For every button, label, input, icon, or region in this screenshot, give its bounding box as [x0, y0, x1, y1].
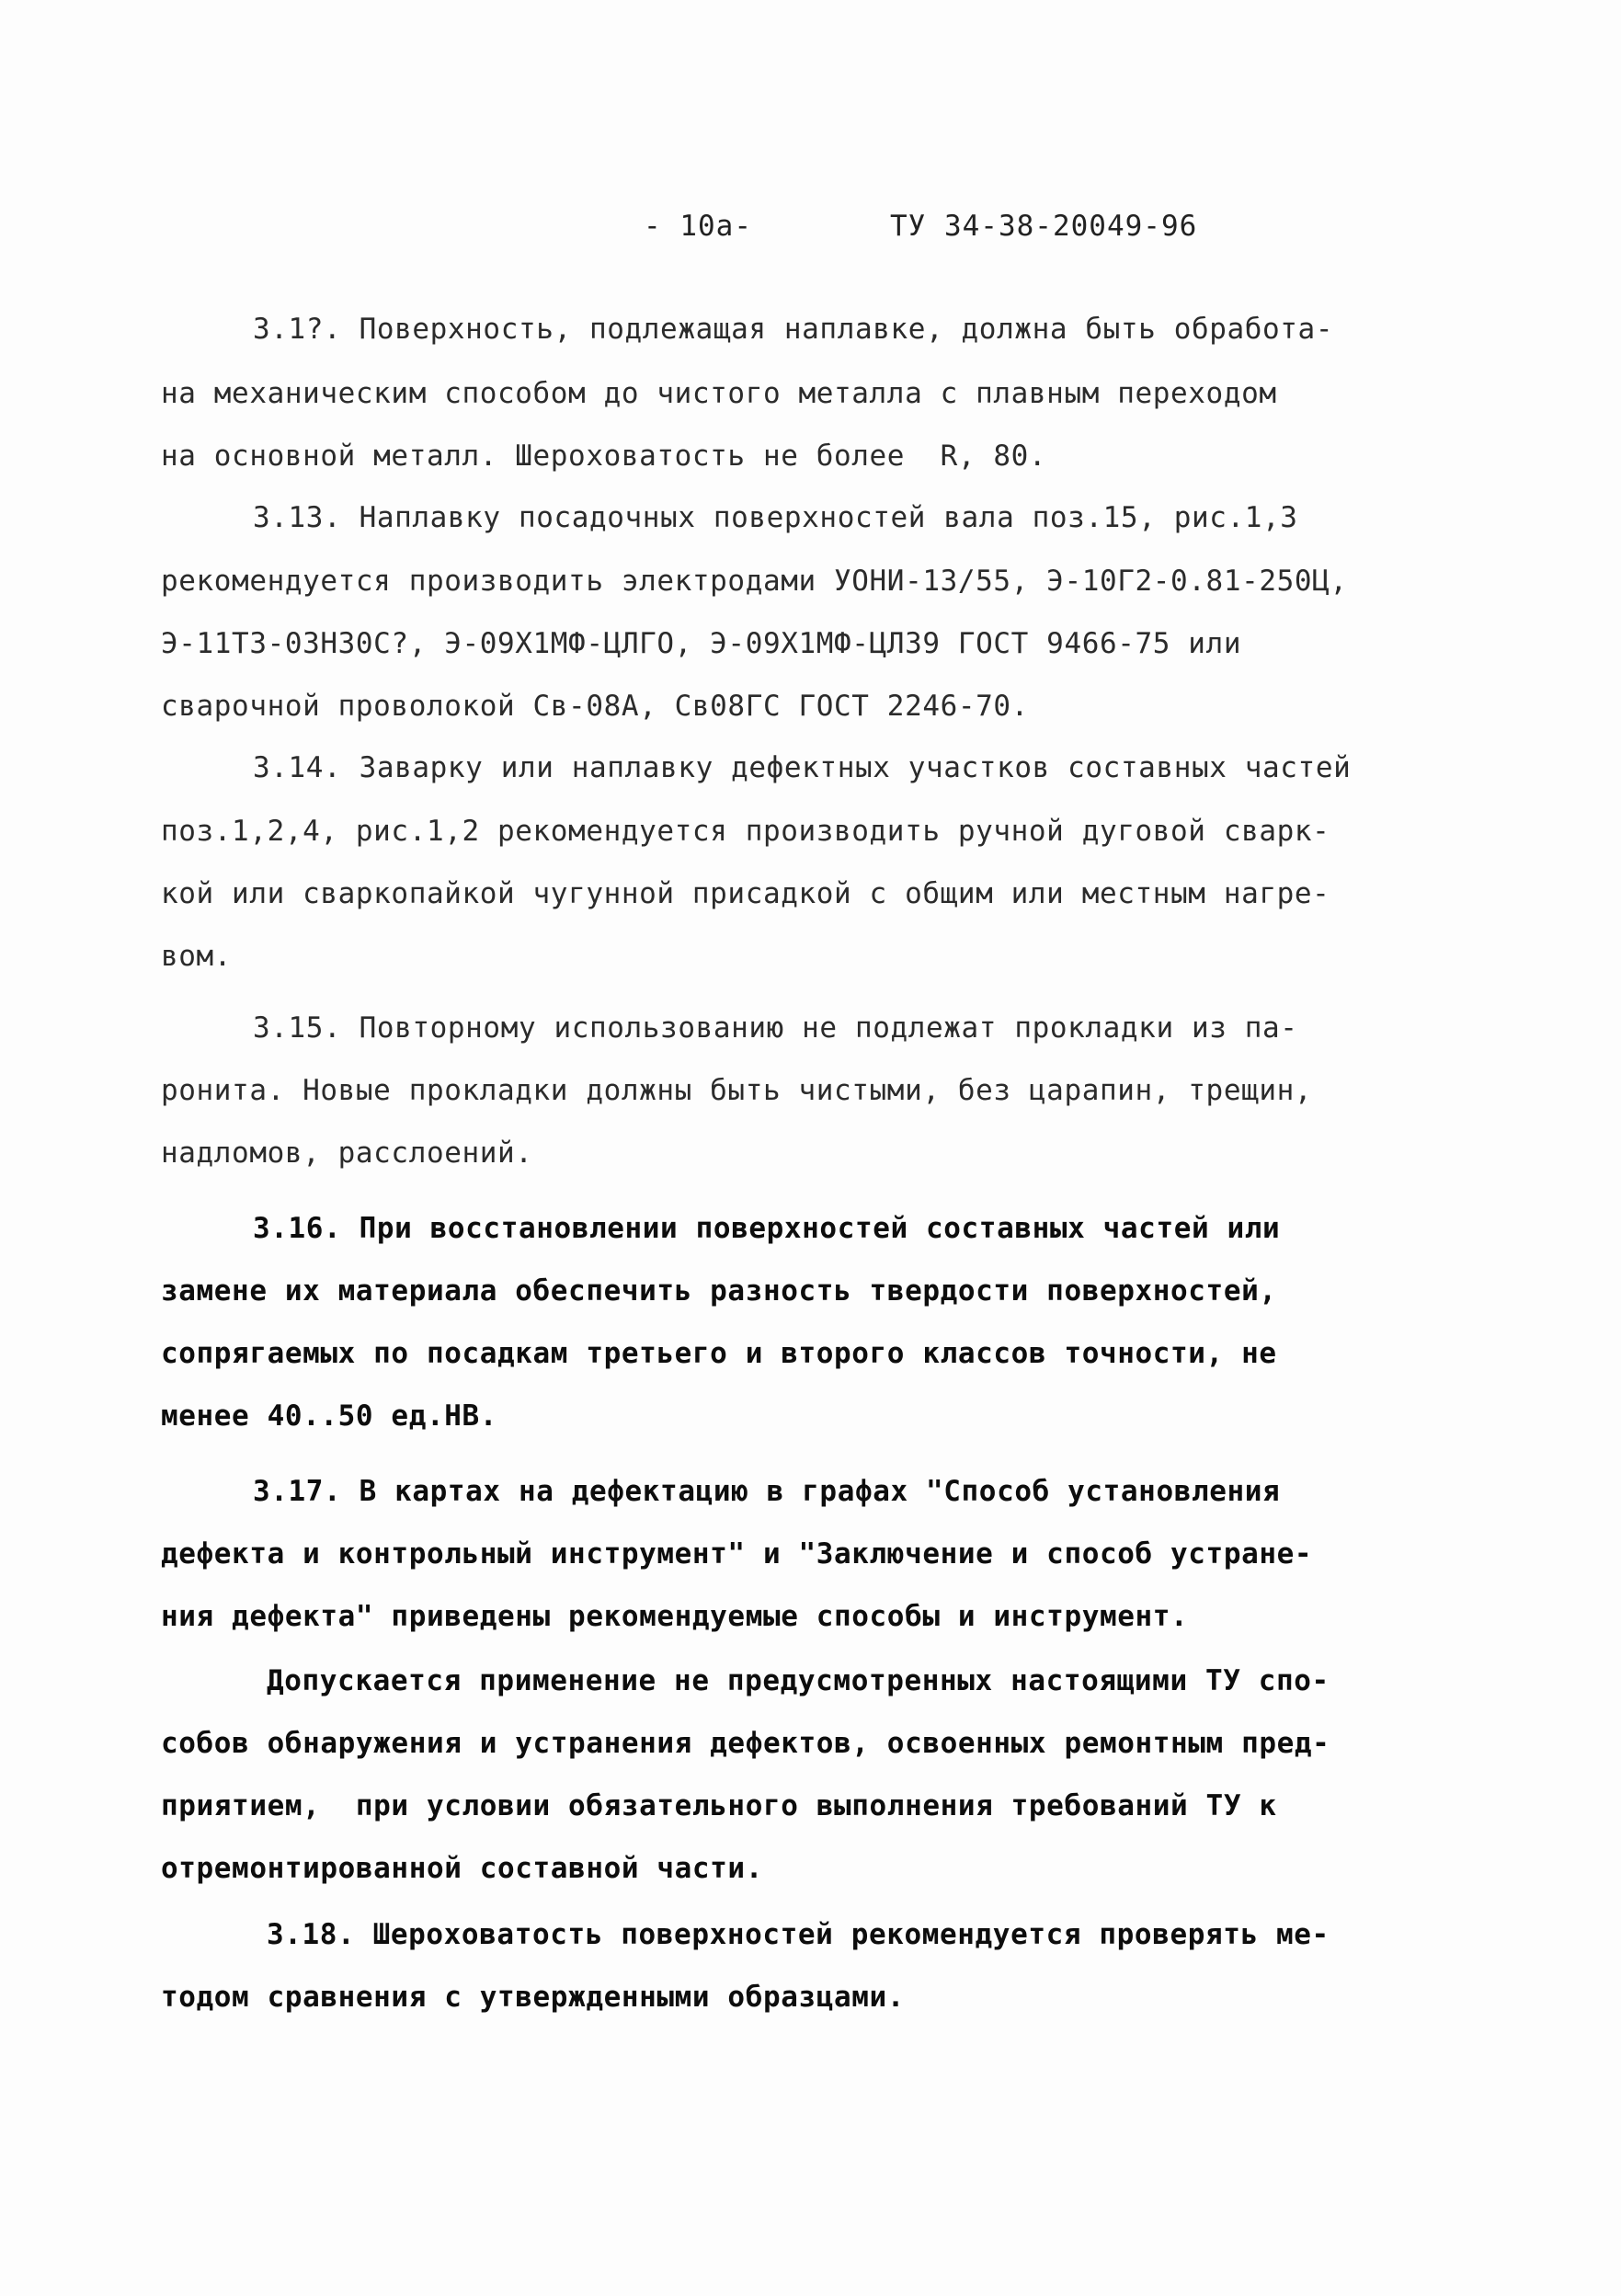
paragraph-3-12-line-3: на основной металл. Шероховатость не более R, 80. — [161, 440, 1047, 473]
paragraph-3-17-cont-line-2: собов обнаружения и устранения дефектов, освоенных ремонтным пред- — [161, 1727, 1330, 1760]
paragraph-3-16-line-4: менее 40..50 ед.НВ. — [161, 1399, 498, 1433]
page-header — [644, 210, 1197, 243]
paragraph-3-12-line-2: на механическим способом до чистого металла с плавным переходом — [161, 377, 1277, 410]
paragraph-3-14-line-3: кой или сваркопайкой чугунной присадкой с общим или местным нагре- — [161, 877, 1330, 910]
paragraph-3-13-line-4: сварочной проволокой Св-08А, Св08ГС ГОСТ 2246-70. — [161, 690, 1029, 723]
paragraph-3-17-line-3: ния дефекта" приведены рекомендуемые способы и инструмент. — [161, 1600, 1189, 1633]
paragraph-3-15-line-2: ронита. Новые прокладки должны быть чистыми, без царапин, трещин, — [161, 1074, 1313, 1107]
paragraph-3-18-line-2: тодом сравнения с утвержденными образцами. — [161, 1981, 906, 2014]
paragraph-3-18-line-1: 3.18. Шероховатость поверхностей рекомендуется проверять ме- — [267, 1918, 1330, 1951]
paragraph-3-15-line-3: надломов, расслоений. — [161, 1137, 533, 1170]
paragraph-3-17-cont-line-1: Допускается применение не предусмотренных настоящими ТУ спо- — [267, 1664, 1330, 1697]
paragraph-3-13-line-3: Э-11ТЗ-03Н30С?, Э-09Х1МФ-ЦЛГО, Э-09Х1МФ-ЦЛ39 ГОСТ 9466-75 или — [161, 627, 1242, 660]
paragraph-3-13-line-2: рекомендуется производить электродами УОНИ-13/55, Э-10Г2-0.81-250Ц, — [161, 565, 1348, 598]
paragraph-3-14-line-4: вом. — [161, 940, 233, 973]
paragraph-3-16-line-3: сопрягаемых по посадкам третьего и второго классов точности, не — [161, 1337, 1277, 1370]
paragraph-3-17-line-2: дефекта и контрольный инструмент" и "Заключение и способ устране- — [161, 1537, 1313, 1571]
paragraph-3-12-line-1: 3.1?. Поверхность, подлежащая наплавке, должна быть обработа- — [253, 313, 1334, 346]
paragraph-3-17-cont-line-4: отремонтированной составной части. — [161, 1852, 763, 1885]
paragraph-3-14-line-1: 3.14. Заварку или наплавку дефектных участков составных частей — [253, 751, 1352, 784]
paragraph-3-14-line-2: поз.1,2,4, рис.1,2 рекомендуется производить ручной дуговой сварк- — [161, 815, 1330, 848]
paragraph-3-13-line-1: 3.13. Наплавку посадочных поверхностей вала поз.15, рис.1,3 — [253, 501, 1298, 534]
paragraph-3-17-line-1: 3.17. В картах на дефектацию в графах "Способ установления — [253, 1475, 1281, 1508]
paragraph-3-17-cont-line-3: приятием, при условии обязательного выполнения требований ТУ к — [161, 1789, 1277, 1822]
page-number: - 10а- — [644, 210, 752, 243]
paragraph-3-15-line-1: 3.15. Повторному использованию не подлежат прокладки из па- — [253, 1011, 1298, 1045]
paragraph-3-16-line-2: замене их материала обеспечить разность твердости поверхностей, — [161, 1274, 1277, 1308]
paragraph-3-16-line-1: 3.16. При восстановлении поверхностей составных частей или — [253, 1212, 1281, 1245]
document-code: ТУ 34-38-20049-96 — [889, 210, 1198, 243]
